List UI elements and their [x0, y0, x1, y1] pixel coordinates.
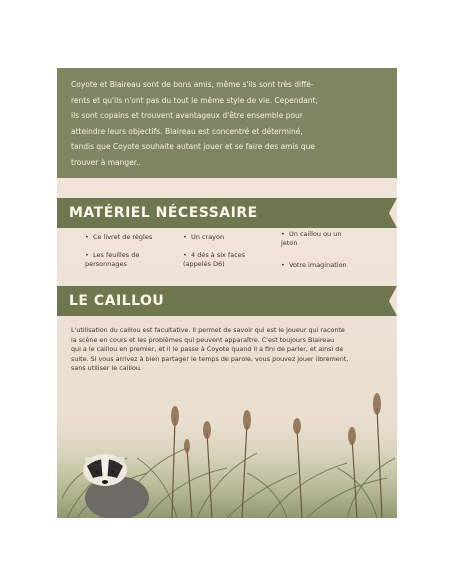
list-item: • Ce livret de règles: [85, 233, 153, 241]
bullet: •: [281, 230, 285, 238]
intro-line: tandis que Coyote souhaite autant jouer et se faire des amis que: [71, 142, 315, 151]
list-item: • Votre imagination: [281, 261, 347, 269]
intro-line: trouver à manger..: [71, 157, 141, 167]
text-line: sans utiliser le caillou.: [71, 364, 142, 373]
caillou-title: LE CAILLOU: [69, 293, 165, 309]
intro-line: rents et qu'ils n'ont pas du tout le même style de vie. Cependant,: [71, 95, 318, 105]
text-line: L'utilisation du caillou est facultative. Il permet de savoir qui est le joueur qui raconte: [71, 326, 345, 334]
badger-grass-illustration: [57, 378, 397, 518]
materiel-heading: [57, 198, 397, 228]
bullet: •: [183, 251, 187, 259]
bullet: •: [85, 251, 89, 259]
list-item: • Un caillou ou un jeton: [281, 230, 342, 247]
bullet: •: [85, 233, 89, 241]
bullet: •: [183, 233, 187, 241]
intro-line: ils sont copains et trouvent avantageux d'être ensemble pour: [71, 111, 303, 120]
list-item: • Les feuilles de personnages: [85, 251, 140, 268]
caillou-heading: [57, 286, 397, 316]
text-line: la scène en cours et les problèmes qui peuvent apparaître. C'est toujours Blaireau: [71, 335, 335, 344]
bullet: •: [281, 261, 285, 269]
banner-notch: [389, 286, 397, 316]
list-item: • Un crayon: [183, 233, 225, 241]
text-line: suite. Si vous arrivez à bien partager le temps de parole, vous pouvez jouer librement,: [71, 354, 349, 363]
materiel-title: MATÉRIEL NÉCESSAIRE: [69, 205, 258, 221]
rulebook-page: [57, 68, 397, 518]
intro-line: atteindre leurs objectifs. Blaireau est concentré et déterminé,: [71, 126, 303, 136]
text-line: qui a le caillou en premier, et il le passe à Coyote quand il a fini de parler, et ainsi de: [71, 345, 344, 354]
banner-notch: [389, 198, 397, 228]
list-item: • 4 dés à six faces (appelés D6): [183, 251, 246, 268]
materiel-list: [57, 230, 397, 283]
intro-box: [57, 68, 397, 178]
caillou-text: [71, 326, 387, 374]
intro-line: Coyote et Blaireau sont de bons amis, même s'ils sont très diffé-: [71, 80, 314, 89]
